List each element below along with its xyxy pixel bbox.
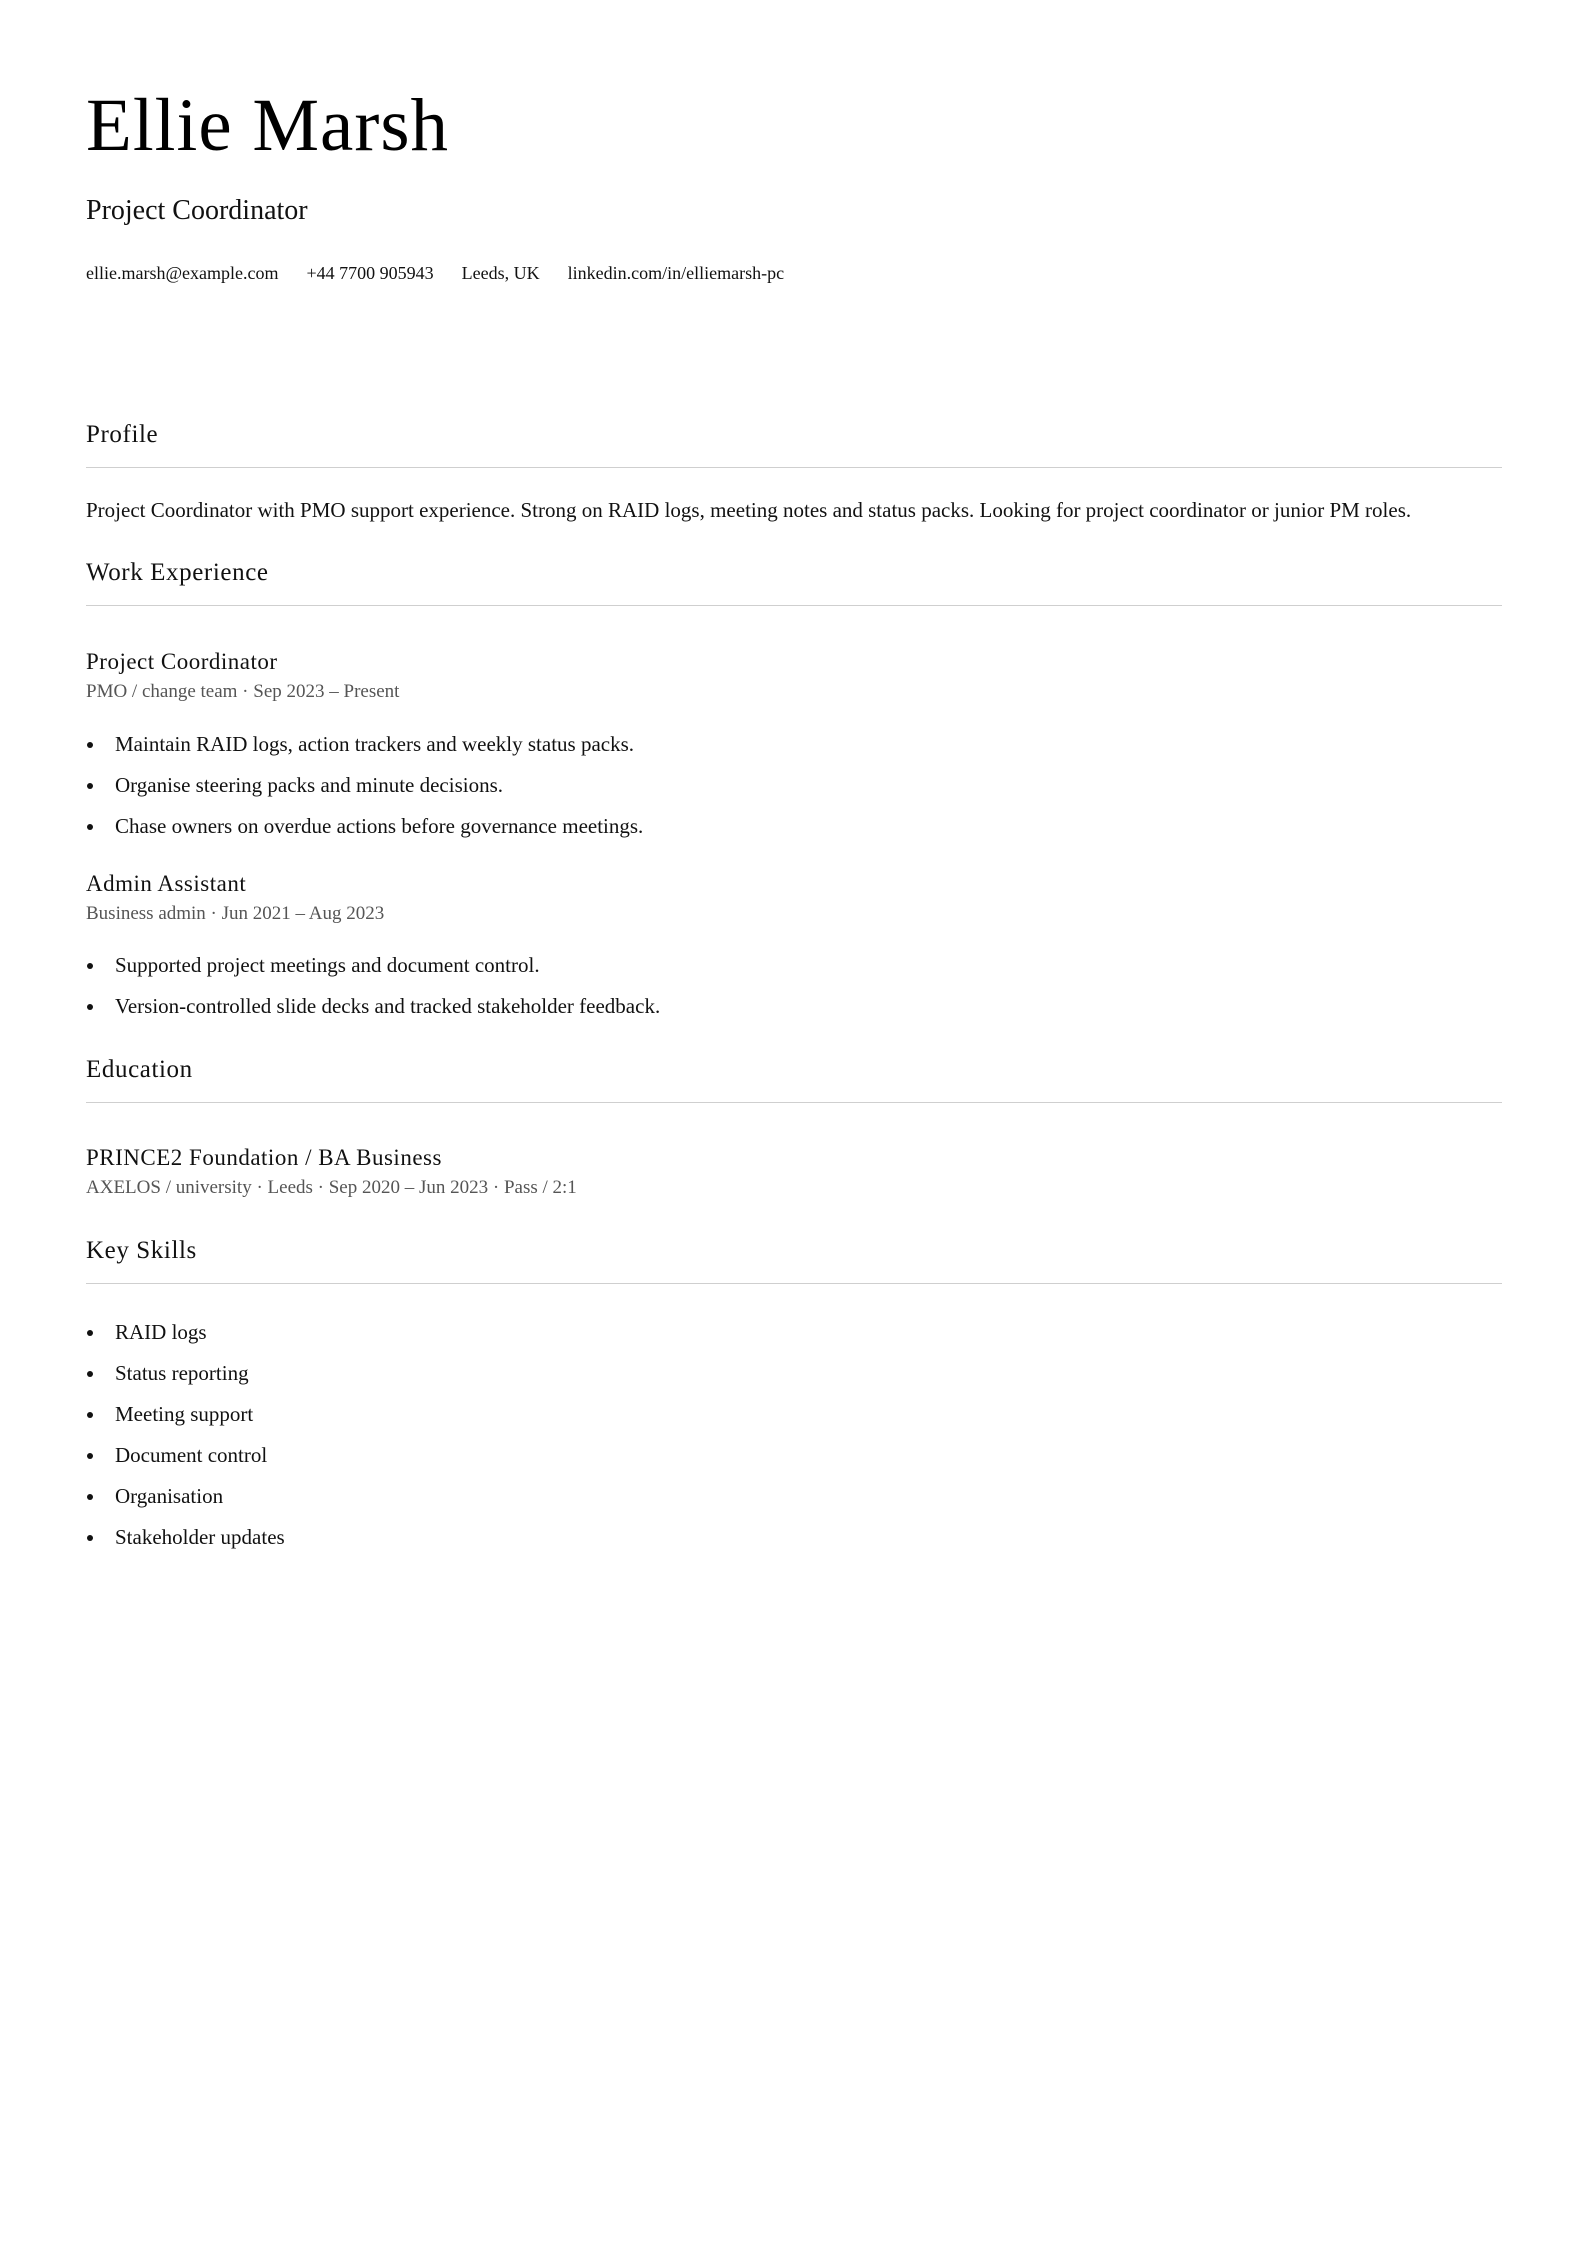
skill-item: Document control xyxy=(86,1445,285,1486)
section-divider xyxy=(86,467,1502,468)
job-meta: Business admin · Jun 2021 – Aug 2023 xyxy=(86,903,385,924)
skill-item: Meeting support xyxy=(86,1404,285,1445)
section-title-skills: Key Skills xyxy=(86,1237,197,1264)
contact-email: ellie.marsh@example.com xyxy=(86,263,279,283)
skill-item: Stakeholder updates xyxy=(86,1527,285,1568)
skill-item: Status reporting xyxy=(86,1363,285,1404)
profile-summary: Project Coordinator with PMO support experience. Strong on RAID logs, meeting notes and status packs. Looking for project coordinator or junior PM roles. xyxy=(86,498,1412,522)
section-title-experience: Work Experience xyxy=(86,559,269,586)
contact-phone: +44 7700 905943 xyxy=(306,263,434,283)
education-degree: PRINCE2 Foundation / BA Business xyxy=(86,1145,442,1170)
contact-line xyxy=(86,264,784,282)
section-title-profile: Profile xyxy=(86,421,159,448)
job-meta: PMO / change team · Sep 2023 – Present xyxy=(86,681,400,702)
contact-linkedin: linkedin.com/in/elliemarsh-pc xyxy=(567,263,785,283)
job-bullet-list xyxy=(86,955,660,1037)
job-bullet: Supported project meetings and document control. xyxy=(86,955,660,996)
section-divider xyxy=(86,605,1502,606)
job-bullet: Version-controlled slide decks and tracked stakeholder feedback. xyxy=(86,996,660,1037)
candidate-headline: Project Coordinator xyxy=(86,195,308,226)
section-divider xyxy=(86,1102,1502,1103)
skills-list xyxy=(86,1322,285,1568)
job-title: Admin Assistant xyxy=(86,871,247,896)
job-title: Project Coordinator xyxy=(86,649,278,674)
skill-item: Organisation xyxy=(86,1486,285,1527)
contact-location: Leeds, UK xyxy=(461,263,540,283)
candidate-name: Ellie Marsh xyxy=(86,84,450,167)
job-bullet: Organise steering packs and minute decisions. xyxy=(86,775,643,816)
education-meta: AXELOS / university · Leeds · Sep 2020 – Jun 2023 · Pass / 2:1 xyxy=(86,1177,577,1198)
skill-item: RAID logs xyxy=(86,1322,285,1363)
section-title-education: Education xyxy=(86,1056,193,1083)
job-bullet: Chase owners on overdue actions before governance meetings. xyxy=(86,816,643,857)
job-bullet-list xyxy=(86,734,643,857)
section-divider xyxy=(86,1283,1502,1284)
job-bullet: Maintain RAID logs, action trackers and weekly status packs. xyxy=(86,734,643,775)
